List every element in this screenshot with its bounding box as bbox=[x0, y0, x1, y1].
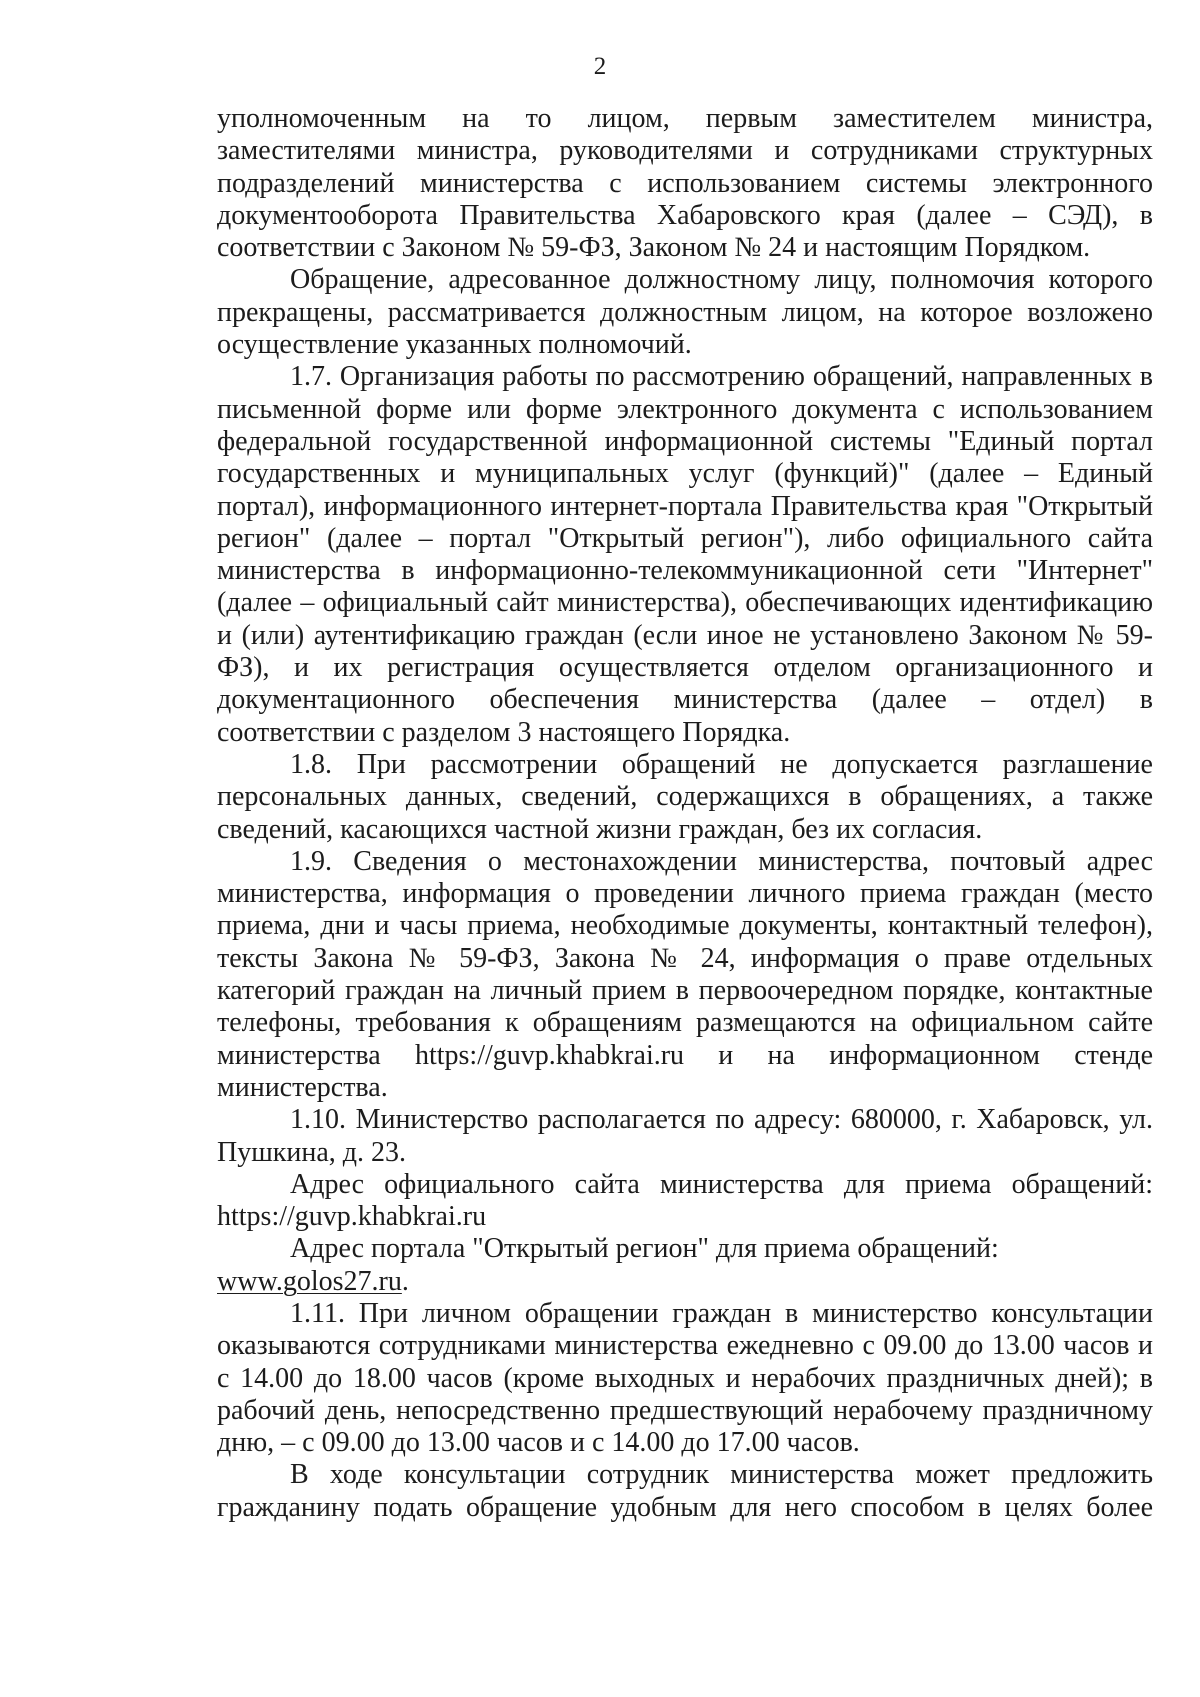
paragraph-official-site-address: Адрес официального сайта министерства для приема обращений: https://guvp.khabkrai.ru bbox=[217, 1168, 1153, 1233]
paragraph-terminated-powers: Обращение, адресованное должностному лицу, полномочия которого прекращены, рассматривается должностным лицом, на которое возложено осуществление указанных полномочий. bbox=[217, 264, 1153, 361]
paragraph-1-10: 1.10. Министерство располагается по адресу: 680000, г. Хабаровск, ул. Пушкина, д. 23. bbox=[217, 1104, 1153, 1168]
portal-link[interactable]: www.golos27.ru bbox=[217, 1265, 402, 1297]
paragraph-1-11: 1.11. При личном обращении граждан в министерство консультации оказываются сотрудниками министерства ежедневно с 09.00 до 13.00 часов и с 14.00 до 18.00 часов (кроме выходных и нерабочих праздничных дней); в рабочий день, непосредственно предшествующий нерабочему праздничному дню, – с 09.00 до 13.00 часов и с 14.00 до 17.00 часов. bbox=[217, 1297, 1153, 1459]
page-number: 2 bbox=[593, 53, 607, 80]
paragraph-continuation: уполномоченным на то лицом, первым заместителем министра, заместителями министра, руководителями и сотрудниками структурных подразделений министерства с использованием системы электронного документооборота Правительства Хабаровского края (далее – СЭД), в соответствии с Законом № 59-ФЗ, Законом № 24 и настоящим Порядком. bbox=[217, 103, 1153, 264]
document-body bbox=[217, 103, 1153, 1524]
paragraph-portal-address bbox=[217, 1233, 1153, 1298]
paragraph-1-7: 1.7. Организация работы по рассмотрению обращений, направленных в письменной форме или форме электронного документа с использованием федеральной государственной информационной системы "Единый портал государственных и муниципальных услуг (функций)" (далее – Единый портал), информационного интернет-портала Правительства края "Открытый регион" (далее – портал "Открытый регион"), либо официального сайта министерства в информационно-телекоммуникационной сети "Интернет" (далее – официальный сайт министерства), обеспечивающих идентификацию и (или) аутентификацию граждан (если иное не установлено Законом № 59-ФЗ), и их регистрация осуществляется отделом организационного и документационного обеспечения министерства (далее – отдел) в соответствии с разделом 3 настоящего Порядка. bbox=[217, 361, 1153, 748]
paragraph-consultation: В ходе консультации сотрудник министерства может предложить гражданину подать обращение удобным для него способом в целях более bbox=[217, 1459, 1153, 1523]
paragraph-1-8: 1.8. При рассмотрении обращений не допускается разглашение персональных данных, сведений, содержащихся в обращениях, а также сведений, касающихся частной жизни граждан, без их согласия. bbox=[217, 748, 1153, 845]
paragraph-1-9: 1.9. Сведения о местонахождении министерства, почтовый адрес министерства, информация о проведении личного приема граждан (место приема, дни и часы приема, необходимые документы, контактный телефон), тексты Закона № 59-ФЗ, Закона № 24, информация о праве отдельных категорий граждан на личный прием в первоочередном порядке, контактные телефоны, требования к обращениям размещаются на официальном сайте министерства https://guvp.khabkrai.ru и на информационном стенде министерства. bbox=[217, 845, 1153, 1103]
portal-address-text: Адрес портала "Открытый регион" для приема обращений: bbox=[290, 1233, 999, 1265]
portal-link-period: . bbox=[401, 1265, 409, 1297]
